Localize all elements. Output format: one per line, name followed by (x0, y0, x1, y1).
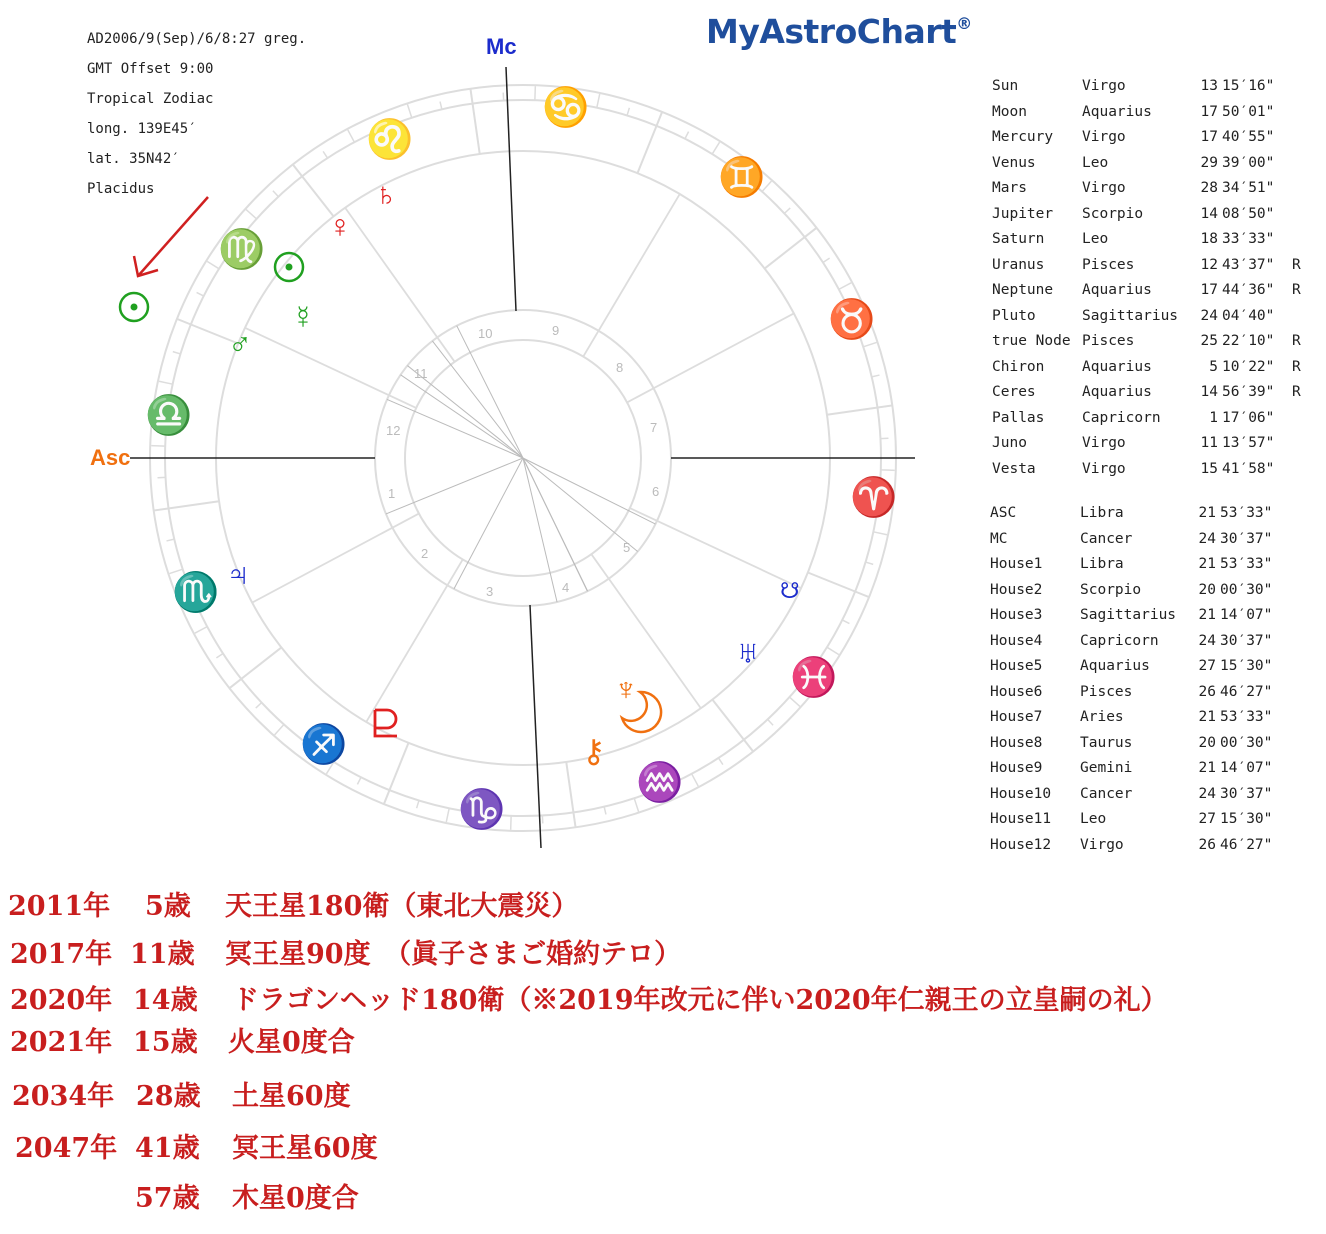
house-number-6: 6 (652, 484, 660, 499)
planet-name: Pluto (992, 307, 1036, 324)
house-number-9: 9 (552, 323, 560, 338)
house-number-1: 1 (388, 486, 396, 501)
house-number-8: 8 (616, 360, 624, 375)
house-degree: 27 (1198, 658, 1216, 674)
planet-name: Saturn (992, 231, 1045, 247)
house-number-12: 12 (386, 423, 401, 438)
planet-degree: 11 (1200, 435, 1218, 451)
house-name: ASC (990, 505, 1017, 521)
note-year: 2017年 (10, 939, 113, 970)
degree-tick (446, 808, 449, 822)
planet-aspect-line (523, 458, 557, 602)
house-degree: 24 (1198, 632, 1216, 649)
saturn-icon: ♄ (374, 176, 398, 212)
planet-degree: 25 (1200, 333, 1218, 349)
house-degree: 21 (1198, 709, 1216, 725)
uranus-icon: ♅ (736, 634, 760, 670)
house-sign: Libra (1080, 505, 1124, 521)
planet-sign: Pisces (1082, 256, 1135, 273)
house-name: House5 (990, 658, 1043, 674)
planet-sign: Scorpio (1082, 205, 1144, 222)
note-year: 2011年 (8, 891, 111, 922)
degree-tick (866, 562, 874, 564)
planet-name: Neptune (992, 282, 1054, 298)
info-house-system: Placidus (87, 181, 155, 197)
mercury-icon: ☿ (291, 299, 315, 335)
note-age: 5歳 (145, 891, 191, 922)
house-minutes: 15′30" (1220, 811, 1273, 827)
note-event: 冥王星60度 (232, 1133, 378, 1164)
planet-minutes: 04′40" (1222, 307, 1275, 324)
planet-sign: Aquarius (1082, 103, 1152, 120)
mars-icon: ♂ (228, 326, 252, 362)
planet-aspect-line (401, 375, 523, 458)
planet-name: Pallas (992, 409, 1045, 426)
planet-minutes: 44′36" (1222, 282, 1275, 298)
house-name: MC (990, 530, 1008, 547)
info-latitude: lat. 35N42′ (87, 151, 180, 167)
degree-tick (159, 381, 173, 384)
planet-name: true Node (992, 333, 1071, 349)
degree-tick (173, 352, 181, 354)
house-cusp-line (591, 554, 700, 708)
house-minutes: 00′30" (1220, 734, 1273, 751)
planet-aspect-line (454, 458, 523, 589)
note-age: 28歳 (136, 1081, 201, 1112)
planet-sign: Virgo (1082, 129, 1126, 145)
planet-sign: Aquarius (1082, 384, 1152, 400)
planet-sign: Virgo (1082, 460, 1126, 477)
sign-divider (154, 501, 219, 510)
planet-sign: Pisces (1082, 333, 1135, 349)
degree-tick (348, 130, 355, 142)
planet-degree: 24 (1200, 307, 1218, 324)
planet-aspect-line (387, 399, 523, 458)
house-minutes: 30′37" (1220, 632, 1273, 649)
house-cusp-line (630, 508, 801, 588)
jupiter-icon: ♃ (226, 556, 250, 592)
sun-outer-dot (131, 304, 138, 311)
degree-tick (604, 807, 606, 815)
planet-retrograde: R (1292, 384, 1301, 400)
gemini-sign-icon: ♊ (718, 157, 766, 199)
house-sign: Sagittarius (1080, 607, 1177, 623)
note-year: 2020年 (10, 985, 113, 1016)
taurus-sign-icon: ♉ (828, 299, 876, 341)
note-age: 15歳 (133, 1027, 198, 1058)
info-zodiac: Tropical Zodiac (87, 91, 214, 107)
cancer-sign-icon: ♋ (542, 87, 590, 129)
house-name: House12 (990, 836, 1052, 853)
planet-minutes: 34′51" (1222, 180, 1275, 196)
house-sign: Pisces (1080, 683, 1133, 700)
house-name: House1 (990, 556, 1043, 572)
degree-tick (685, 132, 689, 139)
planet-sign: Capricorn (1082, 409, 1161, 426)
planet-sign: Sagittarius (1082, 307, 1179, 324)
planet-degree: 1 (1209, 409, 1218, 426)
leo-sign-icon: ♌ (366, 119, 414, 161)
aries-sign-icon: ♈ (850, 477, 898, 519)
planet-minutes: 39′00" (1222, 154, 1275, 171)
planet-aspect-line (523, 458, 638, 552)
house-sign: Scorpio (1080, 581, 1142, 598)
house-degree: 24 (1198, 785, 1216, 802)
note-event: 天王星180衛（東北大震災） (225, 891, 579, 922)
planet-degree: 5 (1209, 358, 1218, 375)
planet-sign: Aquarius (1082, 358, 1152, 375)
house-name: House3 (990, 607, 1043, 623)
house-minutes: 53′33" (1220, 709, 1273, 725)
house-degree: 24 (1198, 530, 1216, 547)
house-number-11: 11 (414, 366, 428, 381)
planet-name: Jupiter (992, 205, 1054, 222)
house-number-3: 3 (486, 584, 494, 599)
sign-divider (765, 228, 817, 269)
house-name: House10 (990, 785, 1052, 802)
degree-tick (863, 342, 876, 346)
house-name: House9 (990, 760, 1043, 776)
planet-minutes: 10′22" (1222, 358, 1275, 375)
planet-degree: 18 (1200, 231, 1218, 247)
house-sign: Capricorn (1080, 632, 1159, 649)
house-number-4: 4 (562, 580, 570, 595)
virgo-sign-icon: ♍ (218, 229, 266, 271)
house-minutes: 00′30" (1220, 581, 1273, 598)
house-sign: Taurus (1080, 734, 1133, 751)
house-degree: 20 (1198, 581, 1216, 598)
planet-minutes: 50′01" (1222, 103, 1275, 120)
sign-divider (712, 700, 753, 752)
note-year: 2021年 (10, 1027, 113, 1058)
capricorn-sign-icon: ♑ (458, 789, 506, 831)
scorpio-sign-icon: ♏ (172, 572, 220, 614)
house-minutes: 53′33" (1220, 505, 1273, 521)
sign-divider (229, 647, 281, 688)
house-sign: Cancer (1080, 530, 1133, 547)
note-event: 土星60度 (232, 1081, 351, 1112)
planet-sign: Virgo (1082, 78, 1126, 94)
house-degree: 26 (1198, 683, 1216, 700)
planet-retrograde: R (1292, 256, 1301, 273)
degree-tick (872, 375, 880, 377)
degree-tick (440, 102, 442, 110)
planet-minutes: 43′37" (1222, 256, 1275, 273)
info-gmt-offset: GMT Offset 9:00 (87, 61, 214, 77)
degree-tick (784, 208, 790, 213)
degree-tick (216, 654, 223, 658)
sign-divider (827, 405, 892, 414)
degree-tick (839, 283, 851, 290)
house-degree: 21 (1198, 760, 1216, 776)
planet-sign: Leo (1082, 231, 1109, 247)
degree-tick (597, 94, 600, 108)
house-sign: Virgo (1080, 836, 1124, 853)
degree-tick (256, 703, 262, 708)
planet-minutes: 22′10" (1222, 333, 1275, 349)
planet-degree: 15 (1200, 460, 1218, 477)
planet-name: Venus (992, 154, 1036, 171)
house-degree: 21 (1198, 556, 1216, 572)
house-sign: Cancer (1080, 785, 1133, 802)
house-minutes: 30′37" (1220, 785, 1273, 802)
planet-minutes: 15′16" (1222, 78, 1275, 94)
planet-name: Mercury (992, 129, 1054, 145)
house-minutes: 14′07" (1220, 607, 1273, 623)
note-year: 2047年 (15, 1133, 118, 1164)
house-name: House2 (990, 581, 1043, 598)
house-name: House6 (990, 683, 1043, 700)
neptune-icon: ♆ (614, 671, 638, 707)
degree-tick (167, 539, 175, 541)
degree-tick (827, 647, 839, 654)
note-event: 火星0度合 (228, 1027, 355, 1058)
degree-tick (195, 627, 207, 634)
degree-tick (417, 801, 419, 809)
planet-degree: 13 (1200, 78, 1218, 94)
note-age: 57歳 (135, 1183, 200, 1214)
note-event: ドラゴンヘッド180衛（※2019年改元に伴い2020年仁親王の立皇嗣の礼） (232, 985, 1168, 1016)
planet-name: Chiron (992, 358, 1045, 375)
planet-degree: 14 (1200, 384, 1218, 400)
pisces-sign-icon: ♓ (790, 657, 838, 699)
degree-tick (712, 142, 719, 154)
planet-aspect-line (432, 341, 523, 458)
note-event: 冥王星90度 （眞子さまご婚約テロ） (225, 939, 682, 970)
sign-divider (566, 762, 575, 827)
degree-tick (357, 777, 361, 784)
house-degree: 27 (1198, 811, 1216, 827)
sign-divider (470, 89, 479, 154)
note-age: 11歳 (130, 939, 195, 970)
house-minutes: 30′37" (1220, 530, 1273, 547)
mc-axis-bottom (530, 605, 541, 848)
house-number-5: 5 (623, 540, 631, 555)
degree-tick (197, 292, 204, 296)
planet-sign: Aquarius (1082, 282, 1152, 298)
chiron-icon: ⚷ (582, 733, 606, 769)
planet-degree: 12 (1200, 256, 1218, 273)
degree-tick (275, 724, 284, 734)
planet-sign: Leo (1082, 154, 1109, 171)
house-minutes: 14′07" (1220, 760, 1273, 776)
degree-tick (768, 719, 773, 725)
logo-text: MyAstroChart (706, 12, 957, 51)
house-number-10: 10 (478, 326, 493, 341)
libra-sign-icon: ♎ (145, 395, 193, 437)
asc-label: Asc (90, 445, 131, 470)
house-cusp-line (366, 559, 462, 722)
planet-name: Juno (992, 435, 1027, 451)
house-minutes: 53′33" (1220, 556, 1273, 572)
planet-degree: 28 (1200, 180, 1218, 196)
planet-minutes: 08′50" (1222, 205, 1275, 222)
house-number-7: 7 (650, 420, 658, 435)
note-age: 14歳 (133, 985, 198, 1016)
degree-tick (842, 620, 849, 624)
house-cusp-line (252, 514, 419, 603)
planet-minutes: 41′58" (1222, 460, 1275, 477)
planet-degree: 17 (1200, 282, 1218, 298)
degree-tick (246, 210, 256, 219)
house-degree: 20 (1198, 734, 1216, 751)
house-name: House8 (990, 734, 1043, 751)
house-degree: 21 (1198, 607, 1216, 623)
planet-retrograde: R (1292, 358, 1301, 375)
sagittarius-sign-icon: ♐ (300, 724, 348, 766)
planet-name: Moon (992, 103, 1027, 120)
south-node-icon: ☋ (780, 578, 800, 603)
planet-degree: 29 (1200, 154, 1218, 171)
house-cusp-line (583, 194, 679, 357)
note-year: 2034年 (12, 1081, 115, 1112)
degree-tick (719, 758, 723, 765)
registered-mark: ® (956, 14, 972, 33)
planet-sign: Virgo (1082, 180, 1126, 196)
degree-tick (273, 191, 278, 197)
degree-tick (627, 108, 629, 116)
planet-name: Sun (992, 78, 1019, 94)
planet-minutes: 56′39" (1222, 384, 1275, 400)
planet-sign: Virgo (1082, 435, 1126, 451)
planet-retrograde: R (1292, 333, 1301, 349)
mc-axis-top (506, 67, 516, 311)
house-degree: 26 (1198, 836, 1216, 853)
house-degree: 21 (1198, 505, 1216, 521)
degree-tick (823, 258, 830, 262)
planet-minutes: 13′57" (1222, 435, 1275, 451)
info-longitude: long. 139E45′ (87, 121, 197, 137)
house-sign: Leo (1080, 811, 1107, 827)
degree-tick (407, 104, 411, 117)
planet-minutes: 40′55" (1222, 129, 1275, 145)
planet-name: Uranus (992, 256, 1045, 273)
planet-degree: 17 (1200, 103, 1218, 120)
house-cusp-line (345, 208, 454, 362)
planet-name: Mars (992, 180, 1027, 196)
house-sign: Aries (1080, 709, 1124, 725)
house-sign: Aquarius (1080, 658, 1150, 674)
planet-degree: 14 (1200, 205, 1218, 222)
note-event: 木星0度合 (232, 1183, 359, 1214)
degree-tick (692, 774, 699, 786)
house-minutes: 15′30" (1220, 658, 1273, 674)
house-cusp-line (245, 328, 416, 408)
planet-aspect-line (386, 458, 523, 514)
house-name: House7 (990, 709, 1043, 725)
house-sign: Gemini (1080, 760, 1133, 776)
sun-dot (286, 264, 293, 271)
planet-retrograde: R (1292, 282, 1301, 298)
planet-name: Vesta (992, 460, 1036, 477)
house-number-2: 2 (421, 546, 429, 561)
house-minutes: 46′27" (1220, 683, 1273, 700)
house-sign: Libra (1080, 556, 1124, 572)
house-minutes: 46′27" (1220, 836, 1273, 853)
info-date: AD2006/9(Sep)/6/8:27 greg. (87, 31, 307, 47)
degree-tick (873, 532, 887, 535)
house-name: House4 (990, 632, 1043, 649)
planet-degree: 17 (1200, 129, 1218, 145)
planet-name: Ceres (992, 384, 1036, 400)
planet-minutes: 17′06" (1222, 409, 1275, 426)
degree-tick (323, 151, 327, 158)
venus-icon: ♀ (328, 208, 352, 244)
mc-label: Mc (486, 34, 517, 59)
planet-minutes: 33′33" (1222, 231, 1275, 247)
aquarius-sign-icon: ♒ (636, 762, 684, 804)
house-name: House11 (990, 811, 1052, 827)
house-cusp-line (627, 313, 794, 402)
note-age: 41歳 (135, 1133, 200, 1164)
arrow-annotation (134, 197, 208, 276)
